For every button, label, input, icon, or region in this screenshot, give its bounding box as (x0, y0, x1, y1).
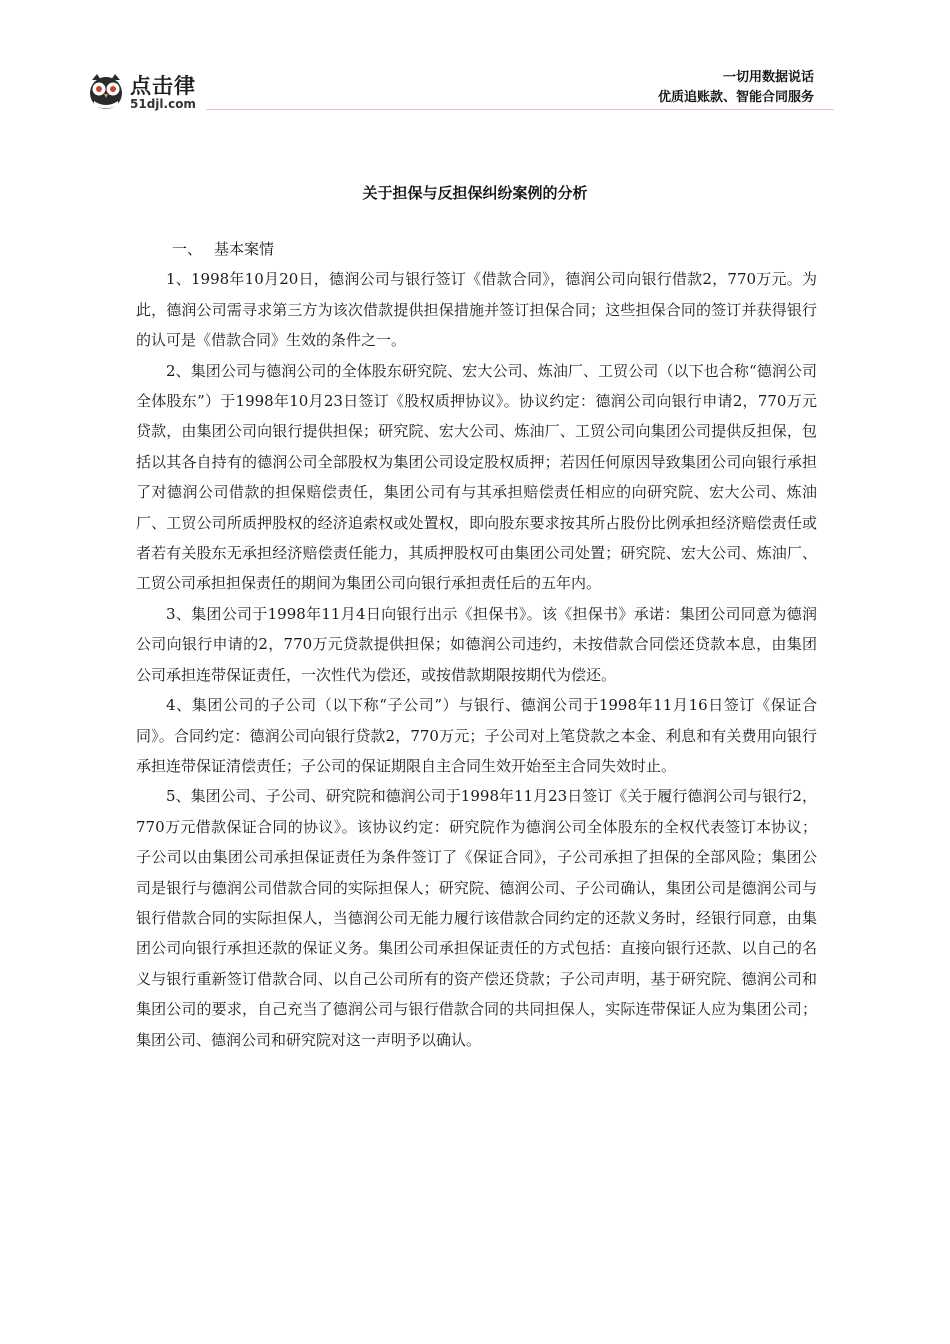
brand-url[interactable]: 51djl.com (130, 97, 196, 111)
header-divider (206, 109, 834, 110)
header-slogan (658, 68, 814, 108)
page-header (0, 0, 950, 120)
section-number: 一、 (172, 240, 203, 258)
paragraph: 5、集团公司、子公司、研究院和德润公司于1998年11月23日签订《关于履行德润公司与银行2，770万元借款保证合同的协议》。该协议约定：研究院作为德润公司全体股东的全权代表签订本协议；子公司以由集团公司承担保证责任为条件签订了《保证合同》，子公司承担了担保的全部风险；集团公司是银行与德润公司借款合同的实际担保人；研究院、德润公司、子公司确认，集团公司是德润公司与银行借款合同的实际担保人，当德润公司无能力履行该借款合同约定的还款义务时，经银行同意，由集团公司向银行承担还款的保证义务。集团公司承担保证责任的方式包括：直接向银行还款、以自己的名义与银行重新签订借款合同、以自己公司所有的资产偿还贷款；子公司声明，基于研究院、德润公司和集团公司的要求，自己充当了德润公司与银行借款合同的共同担保人，实际连带保证人应为集团公司；集团公司、德润公司和研究院对这一声明予以确认。 (136, 787, 817, 1049)
section-title: 基本案情 (214, 240, 275, 258)
paragraph: 2、集团公司与德润公司的全体股东研究院、宏大公司、炼油厂、工贸公司（以下也合称“德润公司全体股东”）于1998年10月23日签订《股权质押协议》。协议约定：德润公司向银行申请2，770万元贷款，由集团公司向银行提供担保；研究院、宏大公司、炼油厂、工贸公司向集团公司提供反担保，包括以其各自持有的德润公司全部股权为集团公司设定股权质押；若因任何原因导致集团公司向银行承担了对德润公司借款的担保赔偿责任，集团公司有与其承担赔偿责任相应的向研究院、宏大公司、炼油厂、工贸公司所质押股权的经济追索权或处置权，即向股东要求按其所占股份比例承担经济赔偿责任或者若有关股东无承担经济赔偿责任能力，其质押股权可由集团公司处置；研究院、宏大公司、炼油厂、工贸公司承担担保责任的期间为集团公司向银行承担责任后的五年内。 (136, 361, 817, 593)
owl-logo-icon (86, 72, 126, 112)
paragraph: 1、1998年10月20日，德润公司与银行签订《借款合同》，德润公司向银行借款2，770万元。为此，德润公司需寻求第三方为该次借款提供担保措施并签订担保合同；这些担保合同的签订并获得银行的认可是《借款合同》生效的条件之一。 (136, 270, 817, 350)
slogan-line-1: 一切用数据说话 (722, 70, 814, 85)
paragraph: 4、集团公司的子公司（以下称“子公司”）与银行、德润公司于1998年11月16日签订《保证合同》。合同约定：德润公司向银行贷款2，770万元；子公司对上笔贷款之本金、利息和有关费用向银行承担连带保证清偿责任；子公司的保证期限自主合同生效开始至主合同失效时止。 (136, 696, 817, 775)
document-body (136, 234, 817, 1055)
brand-name: 点击律 (130, 74, 196, 98)
section-heading (136, 234, 817, 264)
paragraph: 3、集团公司于1998年11月4日向银行出示《担保书》。该《担保书》承诺：集团公司同意为德润公司向银行申请的2，770万元贷款提供担保；如德润公司违约，未按借款合同偿还贷款本息，由集团公司承担连带保证责任，一次性代为偿还，或按借款期限按期代为偿还。 (136, 604, 817, 684)
brand-logo[interactable] (86, 70, 226, 118)
slogan-line-2: 优质追账款、智能合同服务 (657, 90, 814, 105)
document-title: 关于担保与反担保纠纷案例的分析 (362, 184, 588, 202)
